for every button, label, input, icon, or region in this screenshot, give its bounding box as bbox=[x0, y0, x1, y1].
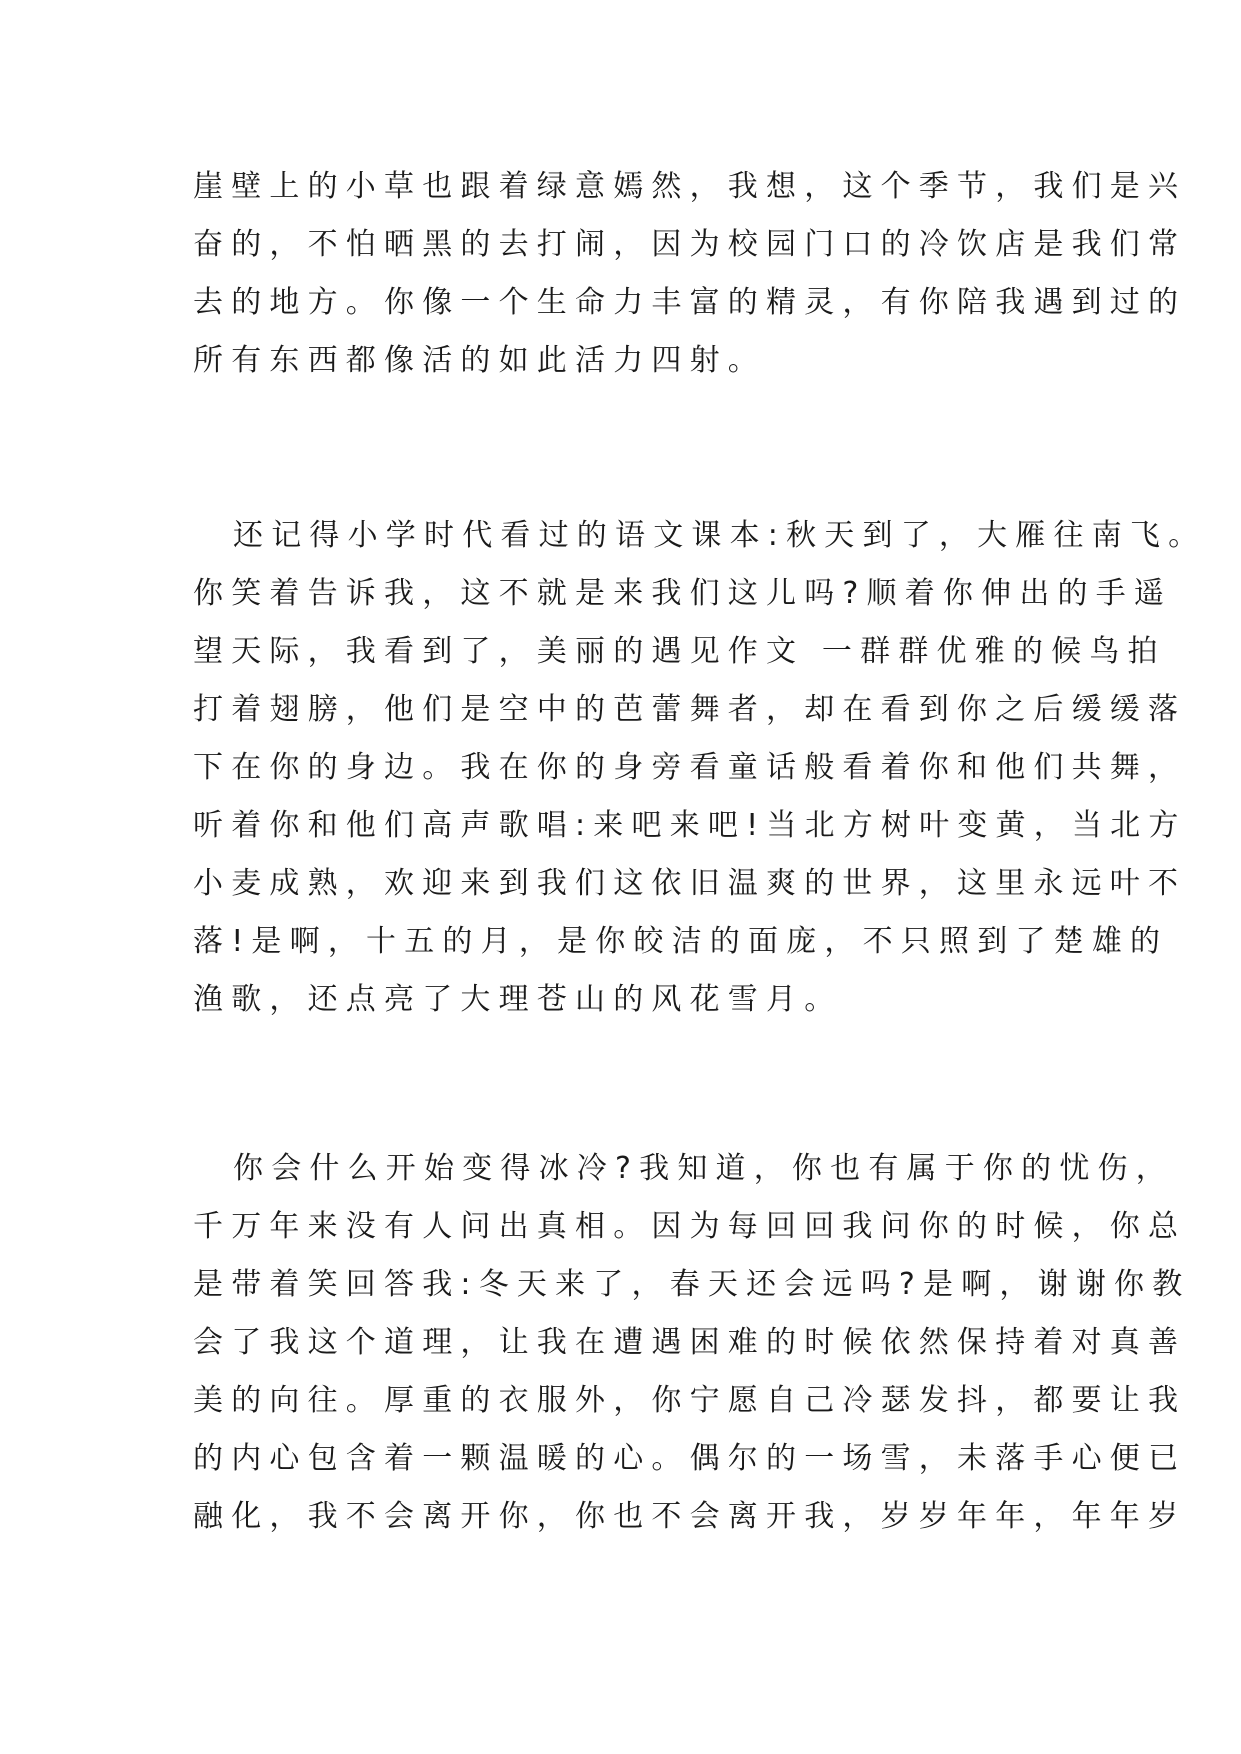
text-line: 美的向往。厚重的衣服外，你宁愿自己冷瑟发抖，都要让我 bbox=[193, 1383, 1187, 1418]
text-line: 的内心包含着一颗温暖的心。偶尔的一场雪，未落手心便已 bbox=[193, 1441, 1187, 1476]
text-line: 下在你的身边。我在你的身旁看童话般看着你和他们共舞， bbox=[193, 750, 1187, 785]
text-line: 奋的，不怕晒黑的去打闹，因为校园门口的冷饮店是我们常 bbox=[193, 227, 1187, 262]
paragraph-2 bbox=[193, 507, 1207, 1029]
paragraph-3 bbox=[193, 1140, 1191, 1546]
text-line: 望天际，我看到了，美丽的遇见作文 一群群优雅的候鸟拍 bbox=[193, 634, 1166, 669]
paragraph-1 bbox=[193, 158, 1187, 390]
text-line: 千万年来没有人问出真相。因为每回回我问你的时候，你总 bbox=[193, 1209, 1187, 1244]
text-line: 渔歌，还点亮了大理苍山的风花雪月。 bbox=[193, 982, 843, 1017]
text-line: 你笑着告诉我，这不就是来我们这儿吗?顺着你伸出的手遥 bbox=[193, 576, 1173, 611]
text-line: 是带着笑回答我:冬天来了，春天还会远吗?是啊，谢谢你教 bbox=[193, 1267, 1191, 1302]
text-line: 去的地方。你像一个生命力丰富的精灵，有你陪我遇到过的 bbox=[193, 285, 1187, 320]
text-line: 听着你和他们高声歌唱:来吧来吧!当北方树叶变黄，当北方 bbox=[193, 808, 1187, 843]
text-line: 会了我这个道理，让我在遭遇困难的时候依然保持着对真善 bbox=[193, 1325, 1187, 1360]
text-line: 所有东西都像活的如此活力四射。 bbox=[193, 343, 766, 378]
text-line: 还记得小学时代看过的语文课本:秋天到了，大雁往南飞。 bbox=[233, 518, 1207, 553]
text-line: 你会什么开始变得冰冷?我知道，你也有属于你的忧伤， bbox=[233, 1151, 1174, 1186]
text-line: 落!是啊，十五的月，是你皎洁的面庞，不只照到了楚雄的 bbox=[193, 924, 1169, 959]
text-line: 打着翅膀，他们是空中的芭蕾舞者，却在看到你之后缓缓落 bbox=[193, 692, 1187, 727]
text-line: 崖壁上的小草也跟着绿意嫣然，我想，这个季节，我们是兴 bbox=[193, 169, 1187, 204]
text-line: 融化，我不会离开你，你也不会离开我，岁岁年年，年年岁 bbox=[193, 1499, 1187, 1534]
text-line: 小麦成熟，欢迎来到我们这依旧温爽的世界，这里永远叶不 bbox=[193, 866, 1187, 901]
